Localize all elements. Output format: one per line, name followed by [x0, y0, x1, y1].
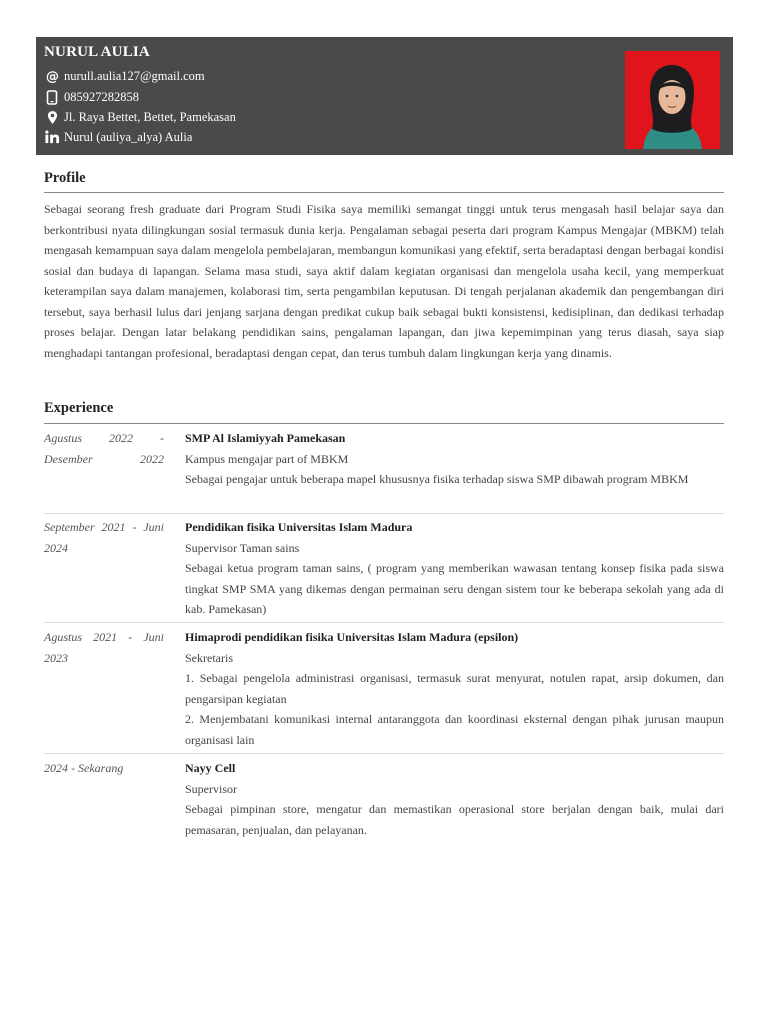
candidate-name: NURUL AULIA	[44, 44, 150, 60]
profile-summary: Sebagai seorang fresh graduate dari Program Studi Fisika saya memiliki semangat tinggi untuk terus mengasah hasil belajar saya dan berkontribusi nyata dilingkungan sosial termasuk dunia kerja. Pengalaman sebagai peserta dari program Kampus Mengajar (MBKM) telah mengasah kemampuan saya dalam mengelola pembelajaran, membangun komunikasi yang efektif, serta beradaptasi dengan berbagai kondisi sosial dan budaya di lapangan. Selama masa studi, saya aktif dalam kegiatan organisasi dan mengelola usaha kecil, yang memperkuat keterampilan saya dalam manajemen, kolaborasi tim, serta pengambilan keputusan. Di tengah perjalanan akademik dan pengembangan diri tersebut, saya berhasil lulus dari jenjang sarjana dengan predikat cukup baik sebagai bukti konsistensi, kedisiplinan, dan dedikasi terhadap proses belajar. Dengan latar belakang pendidikan sains, pengalaman lapangan, dan jiwa kepemimpinan yang terus diasah, saya siap menghadapi tantangan profesional, beradaptasi dengan cepat, dan terus tumbuh dalam lingkungan kerja yang dinamis.	[44, 202, 724, 360]
experience-organization: Nayy Cell	[185, 761, 236, 775]
experience-date: 2024 - Sekarang	[44, 761, 124, 775]
experience-organization: Pendidikan fisika Universitas Islam Madura	[185, 520, 413, 534]
experience-section-title: Experience	[44, 400, 114, 416]
experience-organization: SMP Al Islamiyyah Pamekasan	[185, 431, 346, 445]
email-text: nurull.aulia127@gmail.com	[64, 68, 205, 83]
experience-separator	[44, 513, 724, 514]
at-icon	[44, 68, 60, 84]
profile-photo	[625, 51, 720, 149]
experience-divider	[44, 423, 724, 424]
address-text: Jl. Raya Bettet, Bettet, Pamekasan	[64, 109, 236, 124]
phone-text: 085927282858	[64, 89, 139, 104]
svg-text:@: @	[45, 69, 59, 83]
experience-role: Kampus mengajar part of MBKM	[185, 451, 349, 466]
experience-description: Sebagai ketua program taman sains, ( program yang memberikan wawasan tentang konsep fisika pada siswa tingkat SMP SMA yang dikemas dengan permainan seru dengan sistem tour ke beberapa sekolah yang ada di kab. Pamekasan)	[185, 561, 724, 616]
experience-role: Supervisor Taman sains	[185, 540, 300, 555]
profile-section-title: Profile	[44, 170, 86, 186]
location-pin-icon	[44, 109, 60, 125]
experience-date: Agustus 2021 - Juni 2023	[44, 630, 164, 665]
experience-role: Supervisor	[185, 781, 237, 796]
experience-separator	[44, 753, 724, 754]
experience-date: September 2021 - Juni 2024	[44, 520, 164, 555]
experience-role: Sekretaris	[185, 650, 233, 665]
contact-address	[44, 108, 236, 126]
experience-separator	[44, 622, 724, 623]
contact-linkedin[interactable]	[44, 128, 192, 146]
experience-description: Sebagai pimpinan store, mengatur dan memastikan operasional store berjalan dengan baik, mulai dari pemasaran, penjualan, dan pelayanan.	[185, 802, 724, 837]
experience-description: 2. Menjembatani komunikasi internal antaranggota dan koordinasi eksternal dengan pihak jurusan maupun organisasi lain	[185, 712, 724, 747]
experience-description: Sebagai pengajar untuk beberapa mapel khususnya fisika terhadap siswa SMP dibawah program MBKM	[185, 472, 689, 486]
header-banner	[36, 37, 733, 155]
phone-icon	[44, 89, 60, 105]
linkedin-icon	[44, 129, 60, 145]
profile-divider	[44, 192, 724, 193]
experience-description: 1. Sebagai pengelola administrasi organisasi, termasuk surat menyurat, notulen rapat, arsip dokumen, dan pengarsipan kegiatan	[185, 671, 724, 706]
linkedin-text: Nurul (auliya_alya) Aulia	[64, 129, 193, 144]
experience-date: Agustus 2022 - Desember 2022	[44, 431, 164, 466]
contact-phone[interactable]	[44, 88, 139, 106]
experience-organization: Himaprodi pendidikan fisika Universitas Islam Madura (epsilon)	[185, 630, 519, 644]
contact-email[interactable]	[44, 67, 205, 85]
